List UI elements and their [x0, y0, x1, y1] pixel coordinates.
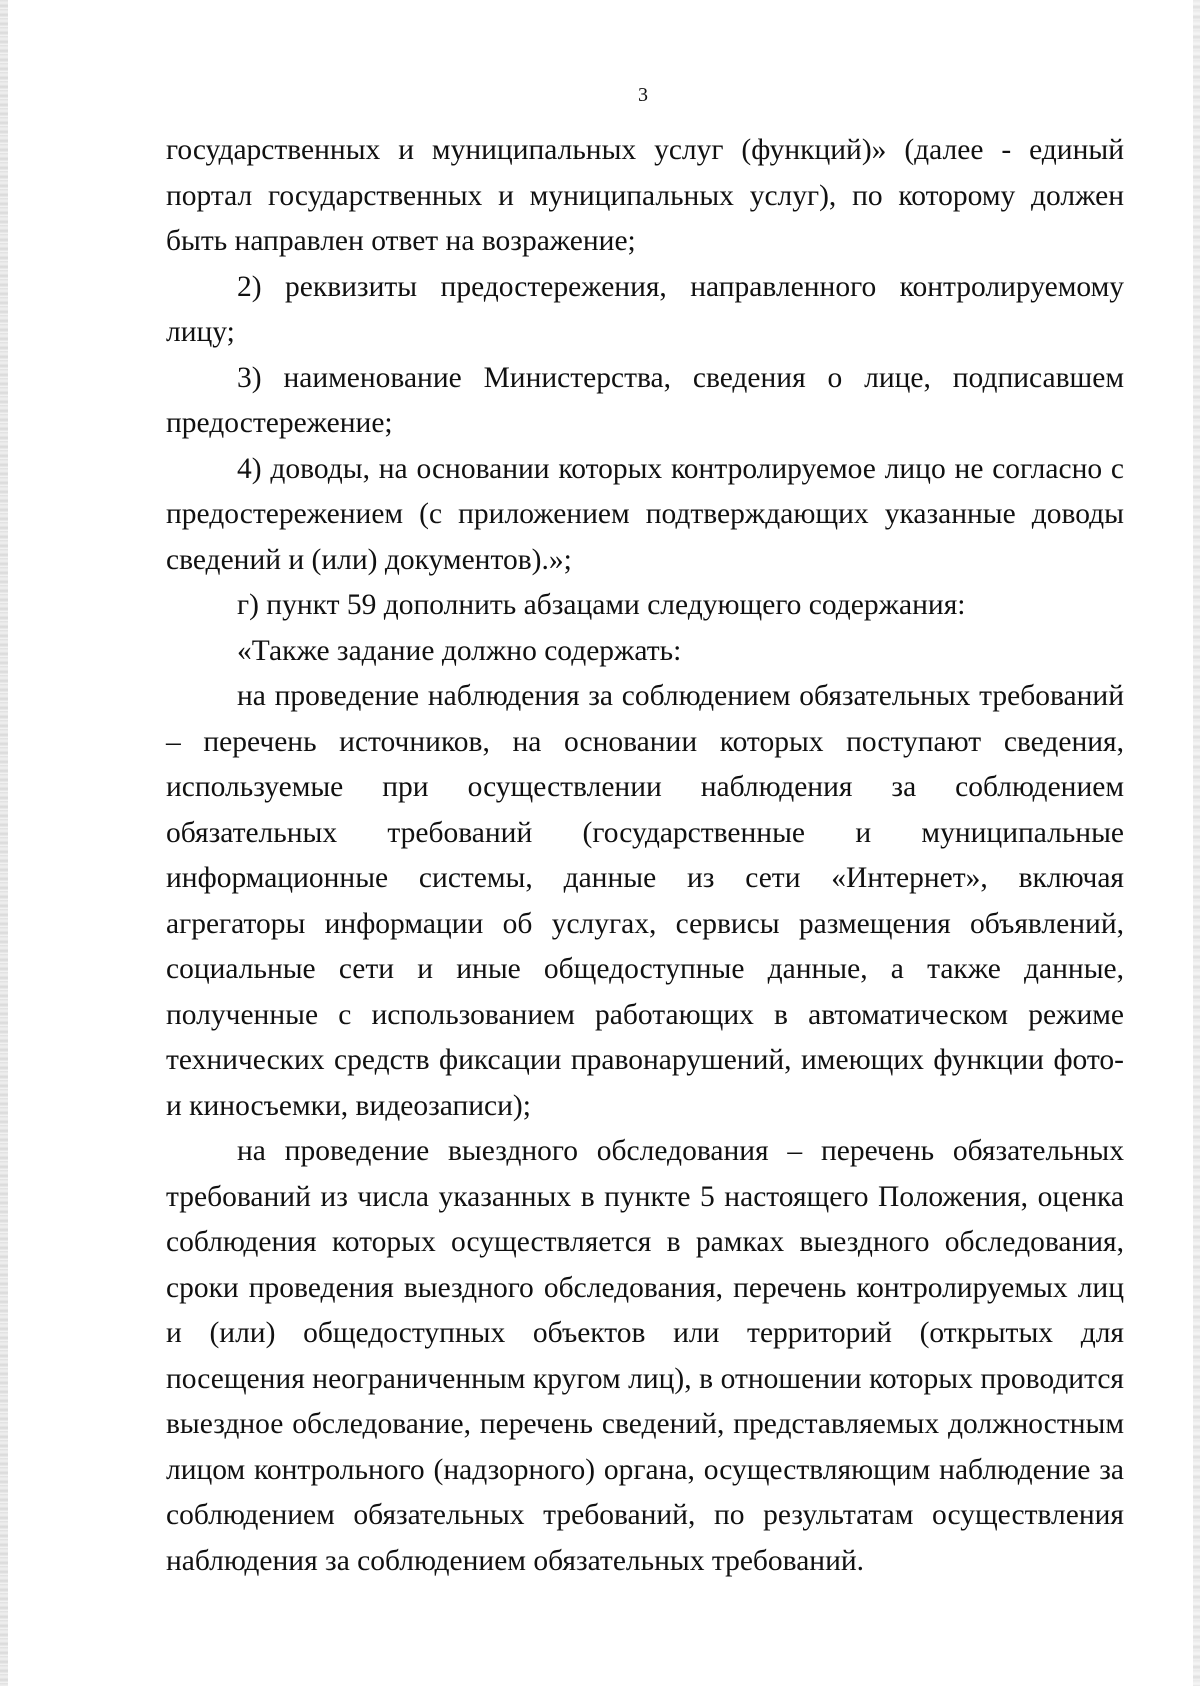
document-body	[166, 128, 1124, 1584]
paragraph-subpoint-g: г) пункт 59 дополнить абзацами следующего содержания:	[237, 589, 966, 621]
page-number: 3	[638, 84, 648, 106]
paragraph-observation: на проведение наблюдения за соблюдением обязательных требований – перечень источников, на основании которых поступают сведения, используемые при осуществлении наблюдения за соблюдением обязательных требований (государственные и муниципальные информационные системы, данные из сети «Интернет», включая агрегаторы информации об услугах, сервисы размещения объявлений, социальные сети и иные общедоступные данные, а также данные, полученные с использованием работающих в автоматическом режиме технических средств фиксации правонарушений, имеющих функции фото- и киносъемки, видеозаписи);	[166, 680, 1124, 1122]
paragraph-item-3: 3) наименование Министерства, сведения о лице, подписавшем предостережение;	[166, 361, 1124, 439]
paragraph-item-4: 4) доводы, на основании которых контролируемое лицо не согласно с предостережением (с приложением подтверждающих указанные доводы сведений и (или) документов).»;	[166, 452, 1124, 576]
scan-edge-right	[1193, 0, 1200, 1686]
paragraph-continuation: государственных и муниципальных услуг (функций)» (далее - единый портал государственных и муниципальных услуг), по которому должен быть направлен ответ на возражение;	[166, 134, 1124, 257]
scan-edge-left	[0, 0, 8, 1686]
paragraph-field-inspection: на проведение выездного обследования – перечень обязательных требований из числа указанных в пункте 5 настоящего Положения, оценка соблюдения которых осуществляется в рамках выездного обследования, сроки проведения выездного обследования, перечень контролируемых лиц и (или) общедоступных объектов или территорий (открытых для посещения неограниченным кругом лиц), в отношении которых проводится выездное обследование, перечень сведений, представляемых должностным лицом контрольного (надзорного) органа, осуществляющим наблюдение за соблюдением обязательных требований, по результатам осуществления наблюдения за соблюдением обязательных требований.	[166, 1135, 1124, 1577]
paragraph-item-2: 2) реквизиты предостережения, направленного контролируемому лицу;	[166, 270, 1124, 348]
paragraph-task-intro: «Также задание должно содержать:	[237, 634, 682, 667]
